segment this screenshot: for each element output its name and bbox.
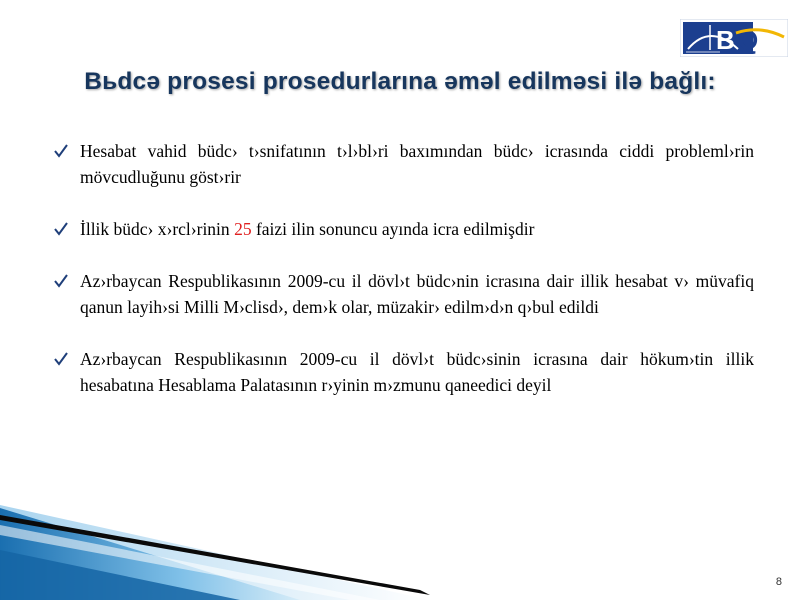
checkmark-icon	[54, 222, 68, 236]
bullet-item	[54, 138, 754, 190]
highlight-number: 25	[234, 219, 252, 239]
page-number: 8	[775, 576, 782, 588]
bullet-text-before: İllik büdc› x›rcl›rinin	[80, 219, 235, 239]
bullet-item	[54, 346, 754, 398]
bullet-list	[54, 138, 754, 398]
checkmark-icon	[54, 274, 68, 288]
bq-logo-icon	[680, 19, 788, 57]
bullet-text: Az›rbaycan Respublikasının 2009-cu il dövl›t büdc›nin icrasına dair illik hesabat v› müvafiq qanun layih›si Milli M›clisd›, dem›k olar, müzakir› edilm›d›n q›bul edildi	[80, 271, 754, 317]
corner-wave-decoration	[0, 480, 800, 600]
slide-title: Вьdcə prosesi prosedurlarına əməl edilməsi ilə bağlı:	[84, 68, 716, 95]
checkmark-icon	[54, 352, 68, 366]
bullet-item	[54, 216, 754, 242]
svg-text:Q: Q	[738, 25, 759, 55]
bullet-text: Az›rbaycan Respublikasının 2009-cu il dövl›t büdc›sinin icrasına dair hökum›tin illik hesabatına Hesablama Palatasının r›yinin m›zmunu qaneedici deyil	[80, 349, 754, 395]
bullet-text-after: faizi ilin sonuncu ayında icra edilmişdir	[251, 219, 535, 239]
bullet-text: Hesabat vahid büdc› t›snifatının t›l›bl›ri baxımından büdc› icrasında ciddi probleml›rin mövcudluğunu göst›rir	[80, 141, 754, 187]
svg-text:B: B	[716, 25, 735, 55]
checkmark-icon	[54, 144, 68, 158]
bullet-text	[80, 216, 754, 242]
bullet-item	[54, 268, 754, 320]
